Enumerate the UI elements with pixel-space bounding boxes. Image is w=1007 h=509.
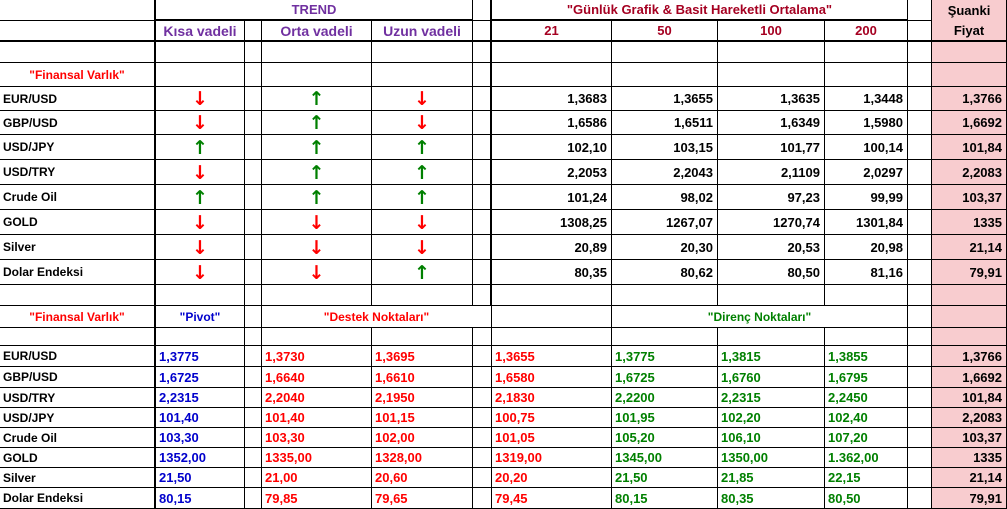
support-value[interactable]: 1,3730 — [262, 346, 372, 367]
resistance-value[interactable]: 2,2315 — [718, 388, 825, 408]
resistance-value[interactable]: 1,3855 — [825, 346, 908, 367]
cell[interactable] — [245, 285, 262, 306]
support-value[interactable]: 2,1950 — [372, 388, 473, 408]
resistance-value[interactable]: 1,3815 — [718, 346, 825, 367]
cell[interactable] — [245, 185, 262, 210]
support-value[interactable]: 2,1830 — [492, 388, 612, 408]
support-value[interactable]: 21,00 — [262, 468, 372, 488]
cell[interactable] — [908, 87, 932, 111]
down-arrow-icon: ↓ — [192, 236, 208, 259]
asset-name[interactable]: Silver — [0, 468, 155, 488]
cell[interactable] — [908, 0, 932, 21]
ma-value[interactable]: 2,2053 — [492, 160, 612, 185]
current-price[interactable]: 1335 — [932, 210, 1007, 235]
cell[interactable] — [492, 42, 612, 63]
cell[interactable] — [908, 260, 932, 285]
cell[interactable] — [612, 63, 718, 87]
asset-name[interactable]: USD/JPY — [0, 135, 155, 160]
resistance-value[interactable]: 22,15 — [825, 468, 908, 488]
cell[interactable] — [612, 328, 718, 346]
support-value[interactable]: 1,6640 — [262, 367, 372, 388]
cell[interactable] — [245, 111, 262, 135]
resistance-value[interactable]: 102,40 — [825, 408, 908, 428]
support-value[interactable]: 1,6580 — [492, 367, 612, 388]
trend-col-header-2[interactable]: Uzun vadeli — [372, 21, 473, 42]
trend-cell[interactable] — [156, 111, 245, 135]
asset-name[interactable]: EUR/USD — [0, 346, 155, 367]
cell[interactable] — [473, 235, 491, 260]
support-value[interactable]: 20,20 — [492, 468, 612, 488]
trend-cell[interactable] — [262, 160, 372, 185]
asset-name[interactable]: USD/TRY — [0, 160, 155, 185]
current-price[interactable]: 21,14 — [932, 235, 1007, 260]
ma-value[interactable]: 80,35 — [492, 260, 612, 285]
cell[interactable] — [473, 488, 492, 509]
pivot-value[interactable]: 1352,00 — [156, 448, 245, 468]
down-arrow-icon: ↓ — [308, 261, 325, 284]
cell[interactable] — [825, 328, 908, 346]
up-arrow-icon: ↑ — [308, 161, 325, 184]
resistance-header[interactable]: "Direnç Noktaları" — [612, 306, 908, 328]
ma-value[interactable]: 1267,07 — [612, 210, 718, 235]
cell[interactable] — [825, 285, 908, 306]
asset-name[interactable]: Dolar Endeksi — [0, 488, 155, 509]
cell[interactable] — [473, 42, 491, 63]
cell[interactable] — [908, 468, 932, 488]
cell[interactable] — [492, 63, 612, 87]
cell[interactable] — [908, 210, 932, 235]
support-value[interactable]: 1,3655 — [492, 346, 612, 367]
current-price[interactable]: 1335 — [932, 448, 1007, 468]
pivot-header[interactable]: "Pivot" — [156, 306, 245, 328]
cell[interactable] — [473, 408, 492, 428]
current-price-header-line2[interactable]: Fiyat — [932, 21, 1007, 42]
down-arrow-icon: ↓ — [414, 112, 430, 134]
trend-cell[interactable] — [372, 210, 473, 235]
asset-name[interactable]: GOLD — [0, 210, 155, 235]
current-price[interactable]: 1,3766 — [932, 346, 1007, 367]
cell[interactable] — [908, 306, 932, 328]
trend-cell[interactable] — [262, 111, 372, 135]
ma-value[interactable]: 1,6511 — [612, 111, 718, 135]
support-value[interactable]: 2,2040 — [262, 388, 372, 408]
trend-cell[interactable] — [262, 260, 372, 285]
cell[interactable] — [908, 235, 932, 260]
resistance-value[interactable]: 2,2450 — [825, 388, 908, 408]
ma-value[interactable]: 1,6349 — [718, 111, 825, 135]
up-arrow-icon: ↑ — [308, 136, 325, 159]
cell[interactable] — [245, 235, 262, 260]
cell[interactable] — [932, 285, 1007, 306]
trend-col-header-1[interactable]: Orta vadeli — [262, 21, 372, 42]
cell[interactable] — [908, 285, 932, 306]
current-price[interactable]: 1,6692 — [932, 111, 1007, 135]
resistance-value[interactable]: 80,15 — [612, 488, 718, 509]
trend-cell[interactable] — [156, 135, 245, 160]
resistance-value[interactable]: 1,6795 — [825, 367, 908, 388]
cell[interactable] — [372, 285, 473, 306]
ma-col-header-2[interactable]: 100 — [718, 21, 825, 42]
cell[interactable] — [718, 42, 825, 63]
cell[interactable] — [245, 328, 262, 346]
ma-value[interactable]: 101,77 — [718, 135, 825, 160]
cell[interactable] — [718, 285, 825, 306]
ma-value[interactable]: 1,3635 — [718, 87, 825, 111]
cell[interactable] — [718, 328, 825, 346]
cell[interactable] — [245, 428, 262, 448]
cell[interactable] — [473, 428, 492, 448]
cell[interactable] — [473, 346, 492, 367]
support-value[interactable]: 101,15 — [372, 408, 473, 428]
pivot-value[interactable]: 80,15 — [156, 488, 245, 509]
trend-cell[interactable] — [372, 160, 473, 185]
ma-value[interactable]: 80,62 — [612, 260, 718, 285]
current-price[interactable]: 1,6692 — [932, 367, 1007, 388]
cell[interactable] — [473, 285, 491, 306]
trend-cell[interactable] — [156, 185, 245, 210]
current-price[interactable]: 79,91 — [932, 488, 1007, 509]
resistance-value[interactable]: 1350,00 — [718, 448, 825, 468]
cell[interactable] — [245, 488, 262, 509]
support-value[interactable]: 101,40 — [262, 408, 372, 428]
asset-name[interactable]: GBP/USD — [0, 367, 155, 388]
down-arrow-icon: ↓ — [192, 261, 208, 284]
cell[interactable] — [262, 328, 372, 346]
trend-cell[interactable] — [372, 235, 473, 260]
down-arrow-icon: ↓ — [308, 236, 325, 259]
ma-value[interactable]: 100,14 — [825, 135, 908, 160]
support-value[interactable]: 103,30 — [262, 428, 372, 448]
cell[interactable] — [473, 468, 492, 488]
resistance-value[interactable]: 21,85 — [718, 468, 825, 488]
resistance-value[interactable]: 80,50 — [825, 488, 908, 509]
resistance-value[interactable]: 1.362,00 — [825, 448, 908, 468]
down-arrow-icon: ↓ — [192, 161, 208, 184]
cell[interactable] — [262, 42, 372, 63]
resistance-value[interactable]: 2,2200 — [612, 388, 718, 408]
cell[interactable] — [473, 0, 491, 21]
asset-name[interactable]: Crude Oil — [0, 185, 155, 210]
cell[interactable] — [372, 63, 473, 87]
resistance-value[interactable]: 101,95 — [612, 408, 718, 428]
cell[interactable] — [908, 367, 932, 388]
trend-cell[interactable] — [372, 185, 473, 210]
cell[interactable] — [908, 111, 932, 135]
cell[interactable] — [908, 328, 932, 346]
ma-value[interactable]: 1270,74 — [718, 210, 825, 235]
cell[interactable] — [612, 42, 718, 63]
cell[interactable] — [908, 428, 932, 448]
trend-cell[interactable] — [156, 160, 245, 185]
resistance-value[interactable]: 102,20 — [718, 408, 825, 428]
current-price[interactable]: 21,14 — [932, 468, 1007, 488]
assets-label-pivot[interactable]: "Finansal Varlık" — [0, 306, 155, 328]
resistance-value[interactable]: 106,10 — [718, 428, 825, 448]
support-value[interactable]: 79,65 — [372, 488, 473, 509]
cell[interactable] — [245, 260, 262, 285]
cell[interactable] — [473, 367, 492, 388]
ma-value[interactable]: 2,2043 — [612, 160, 718, 185]
ma-value[interactable]: 20,98 — [825, 235, 908, 260]
cell[interactable] — [0, 42, 155, 63]
support-value[interactable]: 1,6610 — [372, 367, 473, 388]
cell[interactable] — [245, 306, 262, 328]
asset-name[interactable]: EUR/USD — [0, 87, 155, 111]
cell[interactable] — [908, 388, 932, 408]
up-arrow-icon: ↑ — [308, 88, 325, 110]
ma-value[interactable]: 20,53 — [718, 235, 825, 260]
cell[interactable] — [0, 21, 155, 42]
ma-value[interactable]: 2,1109 — [718, 160, 825, 185]
cell[interactable] — [908, 185, 932, 210]
cell[interactable] — [473, 135, 491, 160]
up-arrow-icon: ↑ — [414, 186, 430, 209]
pivot-value[interactable]: 1,6725 — [156, 367, 245, 388]
trend-cell[interactable] — [372, 111, 473, 135]
cell[interactable] — [156, 63, 245, 87]
current-price[interactable]: 101,84 — [932, 135, 1007, 160]
down-arrow-icon: ↓ — [414, 88, 430, 110]
cell[interactable] — [262, 285, 372, 306]
asset-name[interactable]: USD/TRY — [0, 388, 155, 408]
cell[interactable] — [932, 328, 1007, 346]
ma-value[interactable]: 1301,84 — [825, 210, 908, 235]
cell[interactable] — [0, 0, 155, 21]
trend-cell[interactable] — [262, 185, 372, 210]
trend-cell[interactable] — [372, 260, 473, 285]
cell[interactable] — [0, 285, 155, 306]
cell[interactable] — [245, 367, 262, 388]
cell[interactable] — [825, 42, 908, 63]
support-header[interactable]: "Destek Noktaları" — [262, 306, 492, 328]
cell[interactable] — [473, 111, 491, 135]
cell[interactable] — [908, 448, 932, 468]
support-value[interactable]: 1328,00 — [372, 448, 473, 468]
trend-cell[interactable] — [156, 235, 245, 260]
support-value[interactable]: 20,60 — [372, 468, 473, 488]
cell[interactable] — [492, 285, 612, 306]
cell[interactable] — [245, 210, 262, 235]
resistance-value[interactable]: 80,35 — [718, 488, 825, 509]
trend-cell[interactable] — [156, 260, 245, 285]
pivot-value[interactable]: 2,2315 — [156, 388, 245, 408]
current-price[interactable]: 103,37 — [932, 185, 1007, 210]
current-price[interactable]: 2,2083 — [932, 160, 1007, 185]
ma-value[interactable]: 97,23 — [718, 185, 825, 210]
cell[interactable] — [473, 210, 491, 235]
cell[interactable] — [245, 87, 262, 111]
cell[interactable] — [492, 306, 612, 328]
cell[interactable] — [473, 448, 492, 468]
current-price[interactable]: 79,91 — [932, 260, 1007, 285]
pivot-value[interactable]: 1,3775 — [156, 346, 245, 367]
asset-name[interactable]: GBP/USD — [0, 111, 155, 135]
ma-value[interactable]: 102,10 — [492, 135, 612, 160]
cell[interactable] — [908, 135, 932, 160]
resistance-value[interactable]: 1,3775 — [612, 346, 718, 367]
ma-col-header-1[interactable]: 50 — [612, 21, 718, 42]
cell[interactable] — [245, 135, 262, 160]
cell[interactable] — [245, 21, 262, 42]
trend-cell[interactable] — [262, 235, 372, 260]
cell[interactable] — [245, 63, 262, 87]
cell[interactable] — [262, 63, 372, 87]
cell[interactable] — [473, 63, 491, 87]
trend-cell[interactable] — [262, 87, 372, 111]
cell[interactable] — [0, 328, 155, 346]
ma-value[interactable]: 20,30 — [612, 235, 718, 260]
up-arrow-icon: ↑ — [414, 161, 430, 184]
up-arrow-icon: ↑ — [414, 136, 430, 159]
cell[interactable] — [932, 306, 1007, 328]
cell[interactable] — [908, 346, 932, 367]
cell[interactable] — [245, 388, 262, 408]
down-arrow-icon: ↓ — [192, 88, 208, 110]
cell[interactable] — [492, 328, 612, 346]
trend-cell[interactable] — [156, 210, 245, 235]
cell[interactable] — [245, 42, 262, 63]
support-value[interactable]: 1335,00 — [262, 448, 372, 468]
resistance-value[interactable]: 105,20 — [612, 428, 718, 448]
ma-value[interactable]: 1,3683 — [492, 87, 612, 111]
up-arrow-icon: ↑ — [308, 112, 325, 134]
ma-value[interactable]: 1,6586 — [492, 111, 612, 135]
trend-cell[interactable] — [372, 87, 473, 111]
ma-value[interactable]: 81,16 — [825, 260, 908, 285]
cell[interactable] — [473, 328, 492, 346]
cell[interactable] — [156, 42, 245, 63]
cell[interactable] — [932, 63, 1007, 87]
ma-value[interactable]: 20,89 — [492, 235, 612, 260]
current-price[interactable]: 101,84 — [932, 388, 1007, 408]
cell[interactable] — [156, 328, 245, 346]
cell[interactable] — [245, 346, 262, 367]
support-value[interactable]: 100,75 — [492, 408, 612, 428]
current-price-header-line1[interactable]: Şuanki — [932, 0, 1007, 21]
asset-name[interactable]: GOLD — [0, 448, 155, 468]
cell[interactable] — [245, 448, 262, 468]
cell[interactable] — [473, 185, 491, 210]
resistance-value[interactable]: 1,6760 — [718, 367, 825, 388]
resistance-value[interactable]: 1345,00 — [612, 448, 718, 468]
current-price[interactable]: 1,3766 — [932, 87, 1007, 111]
down-arrow-icon: ↓ — [414, 211, 430, 234]
ma-value[interactable]: 103,15 — [612, 135, 718, 160]
cell[interactable] — [908, 488, 932, 509]
ma-value[interactable]: 1,3655 — [612, 87, 718, 111]
support-value[interactable]: 1,3695 — [372, 346, 473, 367]
support-value[interactable]: 101,05 — [492, 428, 612, 448]
cell[interactable] — [825, 63, 908, 87]
cell[interactable] — [908, 21, 932, 42]
cell[interactable] — [473, 260, 491, 285]
trend-header[interactable]: TREND — [156, 0, 473, 21]
cell[interactable] — [932, 42, 1007, 63]
trend-cell[interactable] — [156, 87, 245, 111]
ma-value[interactable]: 1308,25 — [492, 210, 612, 235]
cell[interactable] — [612, 285, 718, 306]
up-arrow-icon: ↑ — [192, 136, 208, 159]
cell[interactable] — [718, 63, 825, 87]
cell[interactable] — [245, 160, 262, 185]
ma-value[interactable]: 2,0297 — [825, 160, 908, 185]
ma-header[interactable]: "Günlük Grafik & Basit Hareketli Ortalama" — [492, 0, 908, 21]
ma-value[interactable]: 1,3448 — [825, 87, 908, 111]
trend-cell[interactable] — [262, 135, 372, 160]
up-arrow-icon: ↑ — [414, 261, 430, 284]
current-price[interactable]: 2,2083 — [932, 408, 1007, 428]
cell[interactable] — [372, 328, 473, 346]
down-arrow-icon: ↓ — [308, 211, 325, 234]
cell[interactable] — [908, 160, 932, 185]
pivot-value[interactable]: 101,40 — [156, 408, 245, 428]
asset-name[interactable]: USD/JPY — [0, 408, 155, 428]
cell[interactable] — [473, 87, 491, 111]
asset-name[interactable]: Crude Oil — [0, 428, 155, 448]
pivot-value[interactable]: 103,30 — [156, 428, 245, 448]
cell[interactable] — [473, 388, 492, 408]
ma-value[interactable]: 1,5980 — [825, 111, 908, 135]
cell[interactable] — [908, 408, 932, 428]
ma-col-header-0[interactable]: 21 — [492, 21, 612, 42]
assets-label[interactable]: "Finansal Varlık" — [0, 63, 155, 87]
support-value[interactable]: 102,00 — [372, 428, 473, 448]
up-arrow-icon: ↑ — [308, 186, 325, 209]
ma-value[interactable]: 101,24 — [492, 185, 612, 210]
current-price[interactable]: 103,37 — [932, 428, 1007, 448]
trend-cell[interactable] — [372, 135, 473, 160]
cell[interactable] — [156, 285, 245, 306]
cell[interactable] — [473, 160, 491, 185]
asset-name[interactable]: Silver — [0, 235, 155, 260]
asset-name[interactable]: Dolar Endeksi — [0, 260, 155, 285]
up-arrow-icon: ↑ — [192, 186, 208, 209]
resistance-value[interactable]: 1,6725 — [612, 367, 718, 388]
pivot-value[interactable]: 21,50 — [156, 468, 245, 488]
trend-cell[interactable] — [262, 210, 372, 235]
resistance-value[interactable]: 107,20 — [825, 428, 908, 448]
cell[interactable] — [245, 468, 262, 488]
resistance-value[interactable]: 21,50 — [612, 468, 718, 488]
ma-value[interactable]: 99,99 — [825, 185, 908, 210]
cell[interactable] — [473, 21, 491, 42]
ma-value[interactable]: 80,50 — [718, 260, 825, 285]
ma-value[interactable]: 98,02 — [612, 185, 718, 210]
down-arrow-icon: ↓ — [192, 112, 208, 134]
ma-col-header-3[interactable]: 200 — [825, 21, 908, 42]
down-arrow-icon: ↓ — [414, 236, 430, 259]
cell[interactable] — [908, 42, 932, 63]
cell[interactable] — [908, 63, 932, 87]
cell[interactable] — [372, 42, 473, 63]
support-value[interactable]: 1319,00 — [492, 448, 612, 468]
support-value[interactable]: 79,85 — [262, 488, 372, 509]
trend-col-header-0[interactable]: Kısa vadeli — [156, 21, 245, 42]
cell[interactable] — [245, 408, 262, 428]
down-arrow-icon: ↓ — [192, 211, 208, 234]
support-value[interactable]: 79,45 — [492, 488, 612, 509]
